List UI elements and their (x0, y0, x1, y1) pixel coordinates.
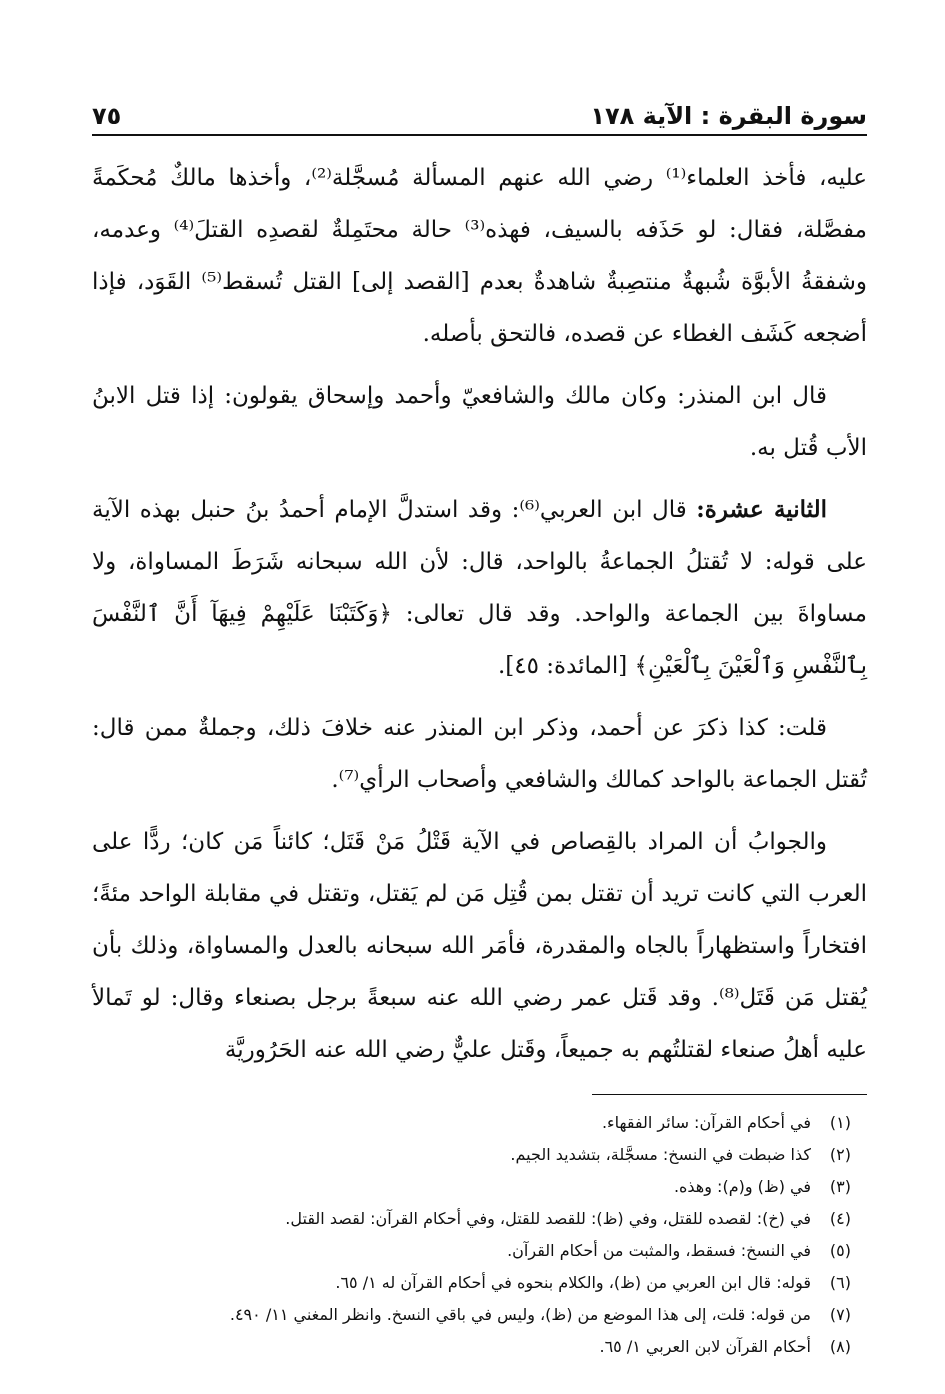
paragraph-text: قال ابن المنذر: وكان مالك والشافعيّ وأحمد وإسحاق يقولون: إذا قتل الابنُ الأب قُتل به. (92, 383, 867, 461)
footnote (92, 1299, 867, 1331)
paragraph-text: قال ابن العربي⁽⁶⁾: وقد استدلَّ الإمام أحمدُ بنُ حنبل بهذه الآية على قوله: لا تُقتلُ الجماعةُ بالواحد، قال: لأن الله سبحانه شَرَطَ المساواة، ولا مساواةَ بين الجماعة والواحد. وقد قال تعالى: ﴿وَكَتَبْنَا عَلَيْهِمْ فِيهَآ أَنَّ ٱلنَّفْسَ بِٱلنَّفْسِ وَٱلْعَيْنَ بِٱلْعَيْنِ﴾ [المائدة: ٤٥]. (92, 497, 867, 679)
footnote-number: (٢) (829, 1145, 851, 1164)
footnote-divider (592, 1094, 867, 1095)
footnote-text: في (ظ) و(م): وهذه. (673, 1177, 811, 1196)
footnote-number: (٨) (829, 1337, 851, 1356)
footnote-text: من قوله: قلت، إلى هذا الموضع من (ظ)، وليس في باقي النسخ. وانظر المغني ١١/ ٤٩٠. (229, 1305, 811, 1324)
footnote (92, 1267, 867, 1299)
footnote-number: (٣) (829, 1177, 851, 1196)
footnote-text: قوله: قال ابن العربي من (ظ)، والكلام بنحوه في أحكام القرآن له ١/ ٦٥. (335, 1273, 811, 1292)
running-title: سورة البقرة : الآية ١٧٨ (590, 102, 867, 130)
footnote-number: (٤) (829, 1209, 851, 1228)
footnote (92, 1171, 867, 1203)
footnote (92, 1139, 867, 1171)
footnote (92, 1107, 867, 1139)
section-heading: الثانية عشرة: (696, 496, 827, 523)
paragraph-text: والجوابُ أن المراد بالقِصاص في الآية قَتْلُ مَنْ قَتَل؛ كائناً مَن كان؛ ردًّا على العرب التي كانت تريد أن تقتل بمن قُتِل مَن لم يَقتل، وتقتل في مقابلة الواحد مئةً؛ افتخاراً واستظهاراً بالجاه والمقدرة، فأمَر الله سبحانه بالعدل والمساواة، وذلك بأن يُقتل مَن قَتَل⁽⁸⁾. وقد قَتل عمر رضي الله عنه سبعةً برجل بصنعاء وقال: لو تَمالأ عليه أهلُ صنعاء لقتلتُهم به جميعاً، وقَتل عليٌّ رضي الله عنه الحَرُوريَّة (92, 829, 867, 1063)
paragraph-5 (92, 816, 867, 1076)
footnote-text: في أحكام القرآن: سائر الفقهاء. (601, 1113, 811, 1132)
page-number: ٧٥ (92, 102, 122, 130)
paragraph-3 (92, 484, 867, 692)
footnote-text: في (خ): لقصده للقتل، وفي (ظ): للقصد للقتل، وفي أحكام القرآن: لقصد القتل. (285, 1209, 811, 1228)
footnote (92, 1235, 867, 1267)
footnote-number: (٥) (829, 1241, 851, 1260)
footnote-text: في النسخ: فسقط، والمثبت من أحكام القرآن. (507, 1241, 811, 1260)
footnote-number: (٧) (829, 1305, 851, 1324)
paragraph-text: عليه، فأخذ العلماء⁽¹⁾ رضي الله عنهم المسألة مُسجَّلة⁽²⁾، وأخذها مالكٌ مُحكَمةً مفصَّلة، فقال: لو حَذَفه بالسيف، فهذه⁽³⁾ حالة محتَمِلةٌ لقصدِه القتلَ⁽⁴⁾ وعدمه، وشفقةُ الأبوَّة شُبهةٌ منتصِبةٌ شاهدةٌ بعدم [القصد إلى] القتل تُسقط⁽⁵⁾ القَوَد، فإذا أضجعه كَشَف الغطاء عن قصده، فالتحق بأصله. (92, 165, 867, 347)
footnote-text: أحكام القرآن لابن العربي ١/ ٦٥. (599, 1337, 811, 1356)
footnote-text: كذا ضبطت في النسخ: مسجَّلة، بتشديد الجيم. (510, 1145, 811, 1164)
footnote (92, 1331, 867, 1363)
paragraph-2 (92, 370, 867, 474)
footnotes (92, 1107, 867, 1363)
footnote (92, 1203, 867, 1235)
paragraph-text: قلت: كذا ذكرَ عن أحمد، وذكر ابن المنذر عنه خلافَ ذلك، وجملةٌ ممن قال: تُقتل الجماعة بالواحد كمالك والشافعي وأصحاب الرأي⁽⁷⁾. (92, 715, 867, 793)
footnote-number: (٦) (829, 1273, 851, 1292)
footnote-number: (١) (829, 1113, 851, 1132)
main-text (92, 152, 867, 1076)
paragraph-1 (92, 152, 867, 360)
page-header (92, 88, 867, 136)
paragraph-4 (92, 702, 867, 806)
